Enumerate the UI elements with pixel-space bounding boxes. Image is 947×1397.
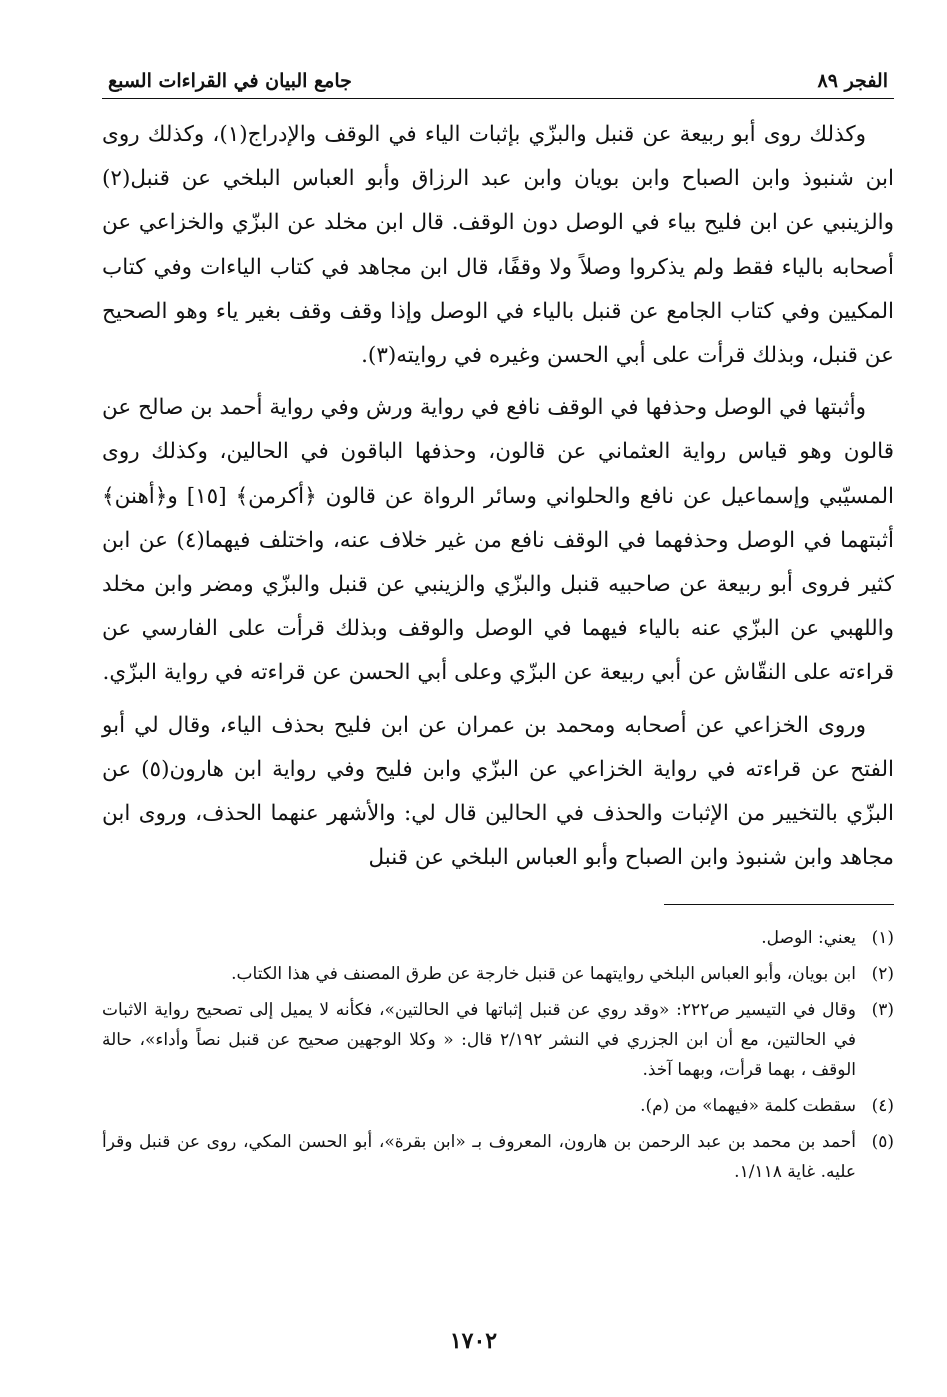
paragraph: وأثبتها في الوصل وحذفها في الوقف نافع في رواية ورش وفي رواية أحمد بن صالح عن قالون وهو قياس رواية العثماني عن قالون، وحذفها الباقون في الحالين، وكذلك روى المسيّبي وإسماعيل عن نافع والحلواني وسائر الرواة عن قالون ﴿أكرمن﴾ [١٥] و﴿أهنن﴾ أثبتهما في الوصل وحذفهما في الوقف نافع من غير خلاف عنه، واختلف فيهما(٤) عن ابن كثير فروى أبو ربيعة عن صاحبيه قنبل والبزّي والزينبي عن قنبل والبزّي ومضر وابن مخلد واللهبي عن البزّي عنه بالياء فيهما في الوصل والوقف وبذلك قرأت على الفارسي عن قراءته على النقّاش عن أبي ربيعة عن البزّي وعلى أبي الحسن عن قراءته في رواية البزّي. [102,395,895,686]
footnote [102,923,894,953]
footnote-number: (٢) [871,964,894,985]
footnote-number: (٣) [871,1000,894,1021]
footnote [102,1091,894,1121]
footnotes [102,923,894,1187]
footnote-number: (٤) [871,1096,894,1117]
page-number: ١٧٠٢ [449,1328,498,1354]
footnote-text: يعني: الوصل. [761,928,856,949]
header-book-title: جامع البيان في القراءات السبع [108,70,352,92]
footnote-text: وقال في التيسير ص٢٢٢: «وقد روي عن قنبل إثباتها في الحالتين»، فكأنه لا يميل إلى تصحيح رواية الاثبات في الحالتين، مع أن ابن الجزري في النشر ٢/١٩٢ قال: « وكلا الوجهين صحيح عن قنبل نصاً وأداء»، حالة الوقف ، بهما قرأت، وبهما آخذ. [102,1000,857,1081]
footnote-text: ابن بويان، وأبو العباس البلخي روايتهما عن قنبل خارجة عن طرق المصنف في هذا الكتاب. [231,964,856,985]
footnote-text: أحمد بن محمد بن عبد الرحمن بن هارون، المعروف بـ «ابن بقرة»، أبو الحسن المكي، روى عن قنبل وقرأ عليه. غاية ١/١١٨. [102,1132,856,1183]
footnote-text: سقطت كلمة «فيهما» من (م). [640,1096,856,1117]
footnote-number: (١) [871,928,894,949]
running-header [102,70,894,99]
footnote-number: (٥) [871,1132,894,1153]
paragraph: وكذلك روى أبو ربيعة عن قنبل والبزّي بإثبات الياء في الوقف والإدراج(١)، وكذلك روى ابن شنبوذ وابن الصباح وابن بويان وابن عبد الرزاق وأبو العباس البلخي عن قنبل(٢) والزينبي عن ابن فليح بياء في الوصل دون الوقف. قال ابن مخلد عن البزّي والخزاعي عن أصحابه بالياء فقط ولم يذكروا وصلاً ولا وقفًا، قال ابن مجاهد في كتاب الياءات وفي كتاب المكيين وفي كتاب الجامع عن قنبل بالياء في الوصل وإذا وقف وقف بغير ياء وهو الصحيح عن قنبل، وبذلك قرأت على أبي الحسن وغيره في روايته(٣). [102,122,894,369]
header-surah: الفجر ٨٩ [817,70,888,92]
main-text [102,113,894,880]
footnote [102,1127,894,1187]
paragraph: وروى الخزاعي عن أصحابه ومحمد بن عمران عن ابن فليح بحذف الياء، وقال لي أبو الفتح عن قراءته في رواية الخزاعي عن البزّي وابن فليح وفي رواية ابن هارون(٥) عن البزّي بالتخيير من الإثبات والحذف في الحالين قال لي: والأشهر عنهما الحذف، وروى ابن مجاهد وابن شنبوذ وابن الصباح وأبو العباس البلخي عن قنبل [102,712,895,871]
footnote-separator [664,904,894,905]
footnote [102,959,894,989]
footnote [102,995,894,1085]
